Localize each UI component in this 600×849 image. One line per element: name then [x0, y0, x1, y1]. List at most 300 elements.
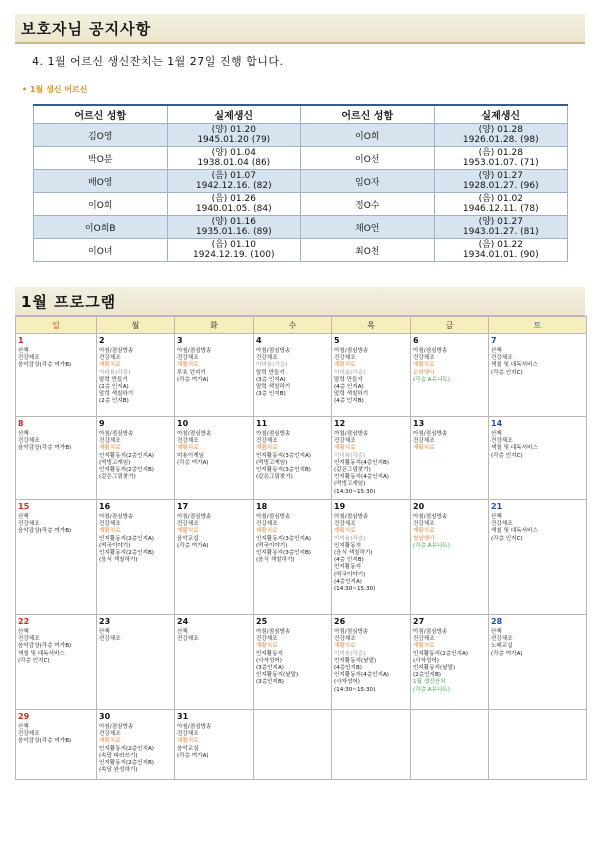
birthday-date-short: (양) 01.04 [211, 148, 256, 158]
col-header-birthday: 실제생신 [434, 105, 568, 124]
program-item: 건강체조 [413, 521, 435, 528]
program-item: 음악감상(각층 여가B) [18, 362, 72, 369]
day-number: 13 [413, 419, 425, 428]
program-item: (2층 인지B) [99, 398, 129, 405]
program-item: 건강체조 [18, 521, 40, 528]
program-item: 건강체조 [413, 636, 435, 643]
program-header [15, 287, 585, 317]
program-item: 아침/점심방송 [334, 514, 369, 520]
calendar-day-cell [489, 615, 587, 710]
day-number: 12 [334, 419, 346, 428]
birthday-date [434, 216, 568, 239]
program-item: 아침/점심방송 [334, 629, 369, 635]
program-calendar [15, 316, 587, 780]
birthday-date-full: 1942.12.16. (82) [195, 181, 272, 191]
program-item: 아침/점심방송 [413, 629, 448, 635]
birthday-date [434, 193, 568, 216]
program-item: 인지활동지(2층인지B) [99, 467, 154, 474]
program-item: (2층 인지A) [99, 384, 129, 391]
program-item: 산책 [18, 431, 29, 437]
day-number: 17 [177, 502, 189, 511]
program-item: 산책 [177, 629, 188, 635]
program-item: 인지활동지 [256, 650, 284, 657]
birthday-date-full: 1924.12.19. (100) [193, 250, 275, 260]
birthday-date-full: 1928.01.27. (96) [462, 181, 539, 191]
day-number: 5 [334, 336, 340, 345]
program-item: 산책 [491, 629, 502, 635]
birthday-date-short: (양) 01.27 [478, 217, 523, 227]
calendar-day-cell [332, 417, 411, 500]
birthday-date-short: (양) 01.27 [478, 171, 523, 181]
program-item: 산책 [491, 431, 502, 437]
program-item: 재활치료 [334, 528, 356, 535]
program-item: 미용이게임 [177, 452, 205, 459]
program-item: 아침/점심방송 [334, 348, 369, 354]
program-item: 인지활동지(4층인지A) [334, 672, 389, 679]
program-item: 산책 [99, 629, 110, 635]
program-item: 산책 [18, 629, 29, 635]
birthday-name: 임O자 [301, 170, 435, 193]
day-number: 26 [334, 617, 346, 626]
program-item: (각층 여가A) [177, 459, 209, 466]
birthday-row [34, 124, 568, 147]
day-number: 1 [18, 336, 24, 345]
birthday-date-short: (음) 01.10 [211, 240, 256, 250]
calendar-day-cell [16, 710, 97, 780]
birthday-name: 채O언 [301, 216, 435, 239]
program-item: (4층인지B) [334, 665, 362, 672]
program-item: 음악감상(각층 여가B) [18, 445, 72, 452]
program-item: (각층 여가A) [491, 650, 523, 657]
program-item: 건강체조 [413, 355, 435, 362]
weekday-fri: 금 [411, 317, 489, 334]
program-item: (사자성어) [256, 657, 282, 664]
program-item: 아침/점심방송 [256, 431, 291, 437]
program-item: 색칠 및 대독서비스 [491, 445, 538, 452]
program-item: 아침/점심방송 [413, 514, 448, 520]
day-number: 4 [256, 336, 262, 345]
birthday-name: 이O희 [34, 193, 168, 216]
program-item: (3층 인지B) [256, 391, 286, 398]
program-item: 인지활동지(낱말) [413, 665, 456, 672]
birthday-date [434, 170, 568, 193]
program-item: (각층 인지C) [491, 369, 523, 376]
program-item: (3층인지A) [256, 665, 284, 672]
program-item: (같은그림찾기) [256, 474, 293, 481]
program-item: 아침/점심방송 [99, 514, 134, 520]
program-item: 재활치료 [334, 643, 356, 650]
program-item: 건강체조 [334, 521, 356, 528]
birthday-date-full: 1953.01.07. (71) [462, 158, 539, 168]
program-item: 건강체조 [256, 355, 278, 362]
program-item: 말력 만들기 [99, 376, 128, 383]
day-number: 28 [491, 617, 503, 626]
birthday-name: 이O선 [301, 147, 435, 170]
day-number: 8 [18, 419, 24, 428]
program-item: 음악감상(각층 여가B) [18, 643, 72, 650]
calendar-day-cell [97, 334, 175, 417]
birthday-date-short: (음) 01.22 [478, 240, 523, 250]
program-item: 아침/점심방송 [256, 514, 291, 520]
program-item: (떡국이야기) [334, 571, 366, 578]
birthday-date-short: (양) 01.16 [211, 217, 256, 227]
program-item: 재활치료 [99, 528, 121, 535]
calendar-day-cell [175, 417, 254, 500]
day-number: 2 [99, 336, 105, 345]
program-item: 건강체조 [413, 438, 435, 445]
program-item: 산책 [18, 724, 29, 730]
program-item: 건강체조 [177, 438, 199, 445]
birthday-date-full: 1943.01.27. (81) [462, 227, 539, 237]
birthday-date [167, 147, 301, 170]
program-item: 인지활동지(2층인지A) [99, 745, 154, 752]
program-item: 건강체조 [334, 636, 356, 643]
program-item: 건강체조 [177, 731, 199, 738]
calendar-day-cell [489, 417, 587, 500]
program-item: 인지활동지(4층인지A) [334, 474, 389, 481]
birthday-name: 정O수 [301, 193, 435, 216]
weekday-sat: 토 [489, 317, 587, 334]
program-item: 건강체조 [99, 731, 121, 738]
birthday-date [434, 239, 568, 262]
program-item: 재활치료 [334, 445, 356, 452]
program-item: 인지활동지(3층인지A) [256, 535, 311, 542]
program-item: 인지활동지(3층인지B) [256, 467, 311, 474]
birthday-row [34, 216, 568, 239]
program-item: (각층 A유니트) [413, 376, 450, 383]
program-item: 재활치료 [413, 528, 435, 535]
program-item: 음악감상(각층 여가B) [18, 528, 72, 535]
program-item: 아침/점심방송 [177, 724, 212, 730]
day-number: 23 [99, 617, 111, 626]
birthday-date-full: 1935.01.16. (89) [195, 227, 272, 237]
program-item: 아침/점심방송 [177, 514, 212, 520]
program-item: 말력 색칠하기 [256, 384, 291, 391]
program-item: 문화행사 [413, 369, 435, 376]
program-item: 인지활동지(2층인지B) [99, 760, 154, 767]
program-item: 재활치료 [413, 362, 435, 369]
program-item: 아침/점심방송 [177, 348, 212, 354]
program-item: 재활치료 [177, 445, 199, 452]
day-number: 21 [491, 502, 503, 511]
calendar-day-cell [97, 500, 175, 615]
birthday-date-short: (음) 01.02 [478, 194, 523, 204]
program-item: (같은그림찾기) [334, 467, 371, 474]
day-number: 11 [256, 419, 268, 428]
program-item: 인지활동지(2층인지A) [413, 650, 468, 657]
program-item: 인지활동지(3층인지B) [256, 550, 311, 557]
program-item: 아침/점심방송 [256, 348, 291, 354]
birthday-date-short: (양) 01.28 [478, 125, 523, 135]
birthday-name: 박O분 [34, 147, 168, 170]
calendar-day-cell [489, 334, 587, 417]
program-item: (4층 인지B) [334, 398, 364, 405]
program-item: 아침/점심방송 [413, 348, 448, 354]
program-item: 건강체조 [18, 438, 40, 445]
program-item: 산책 [491, 348, 502, 354]
calendar-day-cell [97, 615, 175, 710]
calendar-day-cell [16, 417, 97, 500]
program-item: (3층인지B) [256, 679, 284, 686]
program-item: (14:30~15:30) [334, 586, 376, 593]
col-header-name: 어르신 성함 [301, 105, 435, 124]
day-number: 10 [177, 419, 189, 428]
program-item: (속담 따라쓰기) [99, 752, 138, 759]
birthday-date-short: (음) 01.28 [478, 148, 523, 158]
program-header-title: 1월 프로그램 [21, 293, 117, 311]
program-item: 건강체조 [99, 521, 121, 528]
program-item: (사자성어) [413, 657, 439, 664]
day-number: 20 [413, 502, 425, 511]
calendar-day-cell [97, 417, 175, 500]
calendar-day-cell [411, 710, 489, 780]
program-item: 인지활동지(낱말) [256, 672, 299, 679]
program-item: (음식 색칠하기) [256, 557, 295, 564]
program-item: 건강체조 [18, 355, 40, 362]
program-item: (떡국이야기) [256, 542, 288, 549]
program-item: 음악감상(각층 여가B) [18, 738, 72, 745]
program-item: 이미용(각층) [334, 535, 366, 542]
day-number: 15 [18, 502, 30, 511]
birthday-date-short: (음) 01.07 [211, 171, 256, 181]
col-header-name: 어르신 성함 [34, 105, 168, 124]
program-item: (음식 색칠하기) [334, 550, 373, 557]
program-item: 건강체조 [491, 355, 513, 362]
day-number: 7 [491, 336, 497, 345]
program-item: 건강체조 [334, 438, 356, 445]
program-item: 색칠 및 대독서비스 [491, 362, 538, 369]
program-item: 아침/점심방송 [99, 348, 134, 354]
calendar-day-cell [175, 500, 254, 615]
calendar-day-cell [16, 500, 97, 615]
program-item: 재활치료 [177, 528, 199, 535]
calendar-day-cell [254, 417, 332, 500]
program-item: 건강체조 [18, 636, 40, 643]
birthday-date [167, 124, 301, 147]
program-item: (속담 완성하기) [99, 767, 138, 774]
birthday-name: 이O녀 [34, 239, 168, 262]
program-item: 재활치료 [256, 445, 278, 452]
program-item: 아침/점심방송 [334, 431, 369, 437]
birthday-date-full: 1934.01.01. (90) [462, 250, 539, 260]
program-item: 노래교실 [491, 643, 513, 650]
program-item: 건강체조 [256, 521, 278, 528]
calendar-week [16, 710, 587, 780]
day-number: 30 [99, 712, 111, 721]
program-item: 건강체조 [177, 521, 199, 528]
program-item: (각층 여가A) [177, 542, 209, 549]
program-item: 음악교실 [177, 535, 199, 542]
birthday-table [33, 104, 568, 262]
calendar-day-cell [175, 615, 254, 710]
program-item: 건강체조 [18, 731, 40, 738]
calendar-day-cell [489, 500, 587, 615]
calendar-day-cell [254, 334, 332, 417]
birthday-date [434, 147, 568, 170]
calendar-week [16, 615, 587, 710]
program-item: 이미용(각층) [256, 362, 288, 369]
day-number: 16 [99, 502, 111, 511]
program-item: 아침/점심방송 [99, 724, 134, 730]
calendar-day-cell [16, 334, 97, 417]
program-item: 재활치료 [177, 738, 199, 745]
notice-header-title: 보호자님 공지사항 [21, 20, 152, 38]
calendar-day-cell [254, 500, 332, 615]
birthday-date-short: (양) 01.20 [211, 125, 256, 135]
program-item: 말력 만들기 [256, 369, 285, 376]
birthday-row [34, 239, 568, 262]
program-item: 음악교실 [177, 745, 199, 752]
program-item: (14:30~15:30) [334, 686, 376, 693]
program-item: 건강체조 [99, 355, 121, 362]
birthday-date-full: 1926.01.28. (98) [462, 135, 539, 145]
program-item: (떡빙고게임) [99, 459, 131, 466]
program-item: 건강체조 [491, 636, 513, 643]
weekday-thu: 목 [332, 317, 411, 334]
program-item: (각층 A유니트) [413, 542, 450, 549]
program-item: 재활치료 [256, 643, 278, 650]
program-item: 인지활동지(낱말) [334, 657, 377, 664]
birthday-date-full: 1945.01.20 (79) [197, 135, 271, 145]
calendar-day-cell [254, 615, 332, 710]
birthday-date [167, 170, 301, 193]
program-item: 인지활동지(4층인지B) [334, 459, 389, 466]
program-item: (음식 색칠하기) [99, 557, 138, 564]
birthday-subtitle: • 1월 생신 어르신 [22, 85, 88, 94]
calendar-day-cell [16, 615, 97, 710]
calendar-day-cell [411, 500, 489, 615]
program-item: (사자성어) [334, 679, 360, 686]
program-item: 인지활동지(2층인지B) [99, 550, 154, 557]
day-number: 6 [413, 336, 419, 345]
program-item: (떡빙고게임) [334, 481, 366, 488]
program-item: 재활치료 [413, 445, 435, 452]
program-item: 건강체조 [256, 438, 278, 445]
program-item: (2층인지B) [413, 672, 441, 679]
program-item: 건강체조 [177, 355, 199, 362]
day-number: 25 [256, 617, 268, 626]
program-item: 재활치료 [99, 738, 121, 745]
birthday-row [34, 193, 568, 216]
weekday-tue: 화 [175, 317, 254, 334]
program-item: 재활치료 [334, 362, 356, 369]
program-item: 투호 던지기 [177, 369, 206, 376]
program-item: 말력 색칠하기 [99, 391, 134, 398]
calendar-day-cell [411, 615, 489, 710]
program-item: (각층 인지C) [491, 535, 523, 542]
calendar-day-cell [332, 710, 411, 780]
calendar-week [16, 417, 587, 500]
program-item: 이미용(각층) [334, 650, 366, 657]
program-item: 건강체조 [334, 355, 356, 362]
day-number: 22 [18, 617, 30, 626]
program-item: (각층 A유니트) [413, 686, 450, 693]
weekday-sun: 일 [16, 317, 97, 334]
calendar-day-cell [411, 334, 489, 417]
program-item: 아침/점심방송 [256, 629, 291, 635]
program-item: (14:30~15:30) [334, 488, 376, 495]
day-number: 3 [177, 336, 183, 345]
birthday-date [167, 216, 301, 239]
day-number: 18 [256, 502, 268, 511]
program-item: 재활치료 [177, 362, 199, 369]
program-item: 재활치료 [413, 643, 435, 650]
program-item: (떡빙고게임) [256, 459, 288, 466]
program-item: 색칠 및 대독서비스 [491, 528, 538, 535]
day-number: 29 [18, 712, 30, 721]
program-item: (각층 인지C) [491, 452, 523, 459]
day-number: 9 [99, 419, 105, 428]
calendar-day-cell [175, 334, 254, 417]
birthday-row [34, 170, 568, 193]
program-item: 1월 생신잔치 [413, 679, 446, 686]
program-item: 말력 만들기 [334, 376, 363, 383]
program-item: (각층 인지C) [18, 657, 50, 664]
program-item: 이미용(각층) [334, 452, 366, 459]
program-item: 인지활동지 [334, 542, 362, 549]
program-item: 아침/점심방송 [99, 431, 134, 437]
program-item: 건강체조 [99, 636, 121, 643]
birthday-name: 김O영 [34, 124, 168, 147]
birthday-date-full: 1946.12.11. (78) [462, 204, 539, 214]
program-item: 재활치료 [256, 528, 278, 535]
program-item: 건강체조 [99, 438, 121, 445]
program-item: 색칠 및 대독서비스 [18, 650, 65, 657]
program-item: (4층인지A) [334, 578, 362, 585]
calendar-day-cell [489, 710, 587, 780]
calendar-day-cell [254, 710, 332, 780]
calendar-day-cell [175, 710, 254, 780]
program-item: (4층 인지A) [334, 384, 364, 391]
calendar-day-cell [332, 334, 411, 417]
calendar-week [16, 500, 587, 615]
program-item: (3층 인지A) [256, 376, 286, 383]
program-item: (같은그림찾기) [99, 474, 136, 481]
notice-header [15, 14, 585, 44]
calendar-day-cell [332, 615, 411, 710]
program-item: 건강체조 [491, 438, 513, 445]
program-item: 재활치료 [99, 362, 121, 369]
program-item: 아침/점심방송 [413, 431, 448, 437]
program-item: 재활치료 [99, 445, 121, 452]
day-number: 31 [177, 712, 189, 721]
calendar-day-cell [97, 710, 175, 780]
program-item: (각층 여가A) [177, 376, 209, 383]
birthday-date [167, 193, 301, 216]
birthday-notice: 4. 1월 어르신 생신잔치는 1월 27일 진행 합니다. [32, 55, 284, 68]
program-item: 건강체조 [177, 636, 199, 643]
calendar-day-cell [332, 500, 411, 615]
birthday-date [167, 239, 301, 262]
col-header-birthday: 실제생신 [167, 105, 301, 124]
weekday-wed: 수 [254, 317, 332, 334]
program-item: 이미용(각층) [334, 369, 366, 376]
program-item: (떡국이야기) [99, 542, 131, 549]
birthday-date [434, 124, 568, 147]
program-item: 이미용(각층) [99, 369, 131, 376]
program-item: 아침/점심방송 [177, 431, 212, 437]
birthday-date-full: 1940.01.05. (84) [195, 204, 272, 214]
program-item: 건강체조 [491, 521, 513, 528]
program-item: 인지활동지(2층인지A) [99, 452, 154, 459]
program-item: 인지활동지(3층인지A) [256, 452, 311, 459]
program-item: 인지활동지(2층인지A) [99, 535, 154, 542]
birthday-date-full: 1938.01.04 (86) [197, 158, 271, 168]
calendar-day-cell [411, 417, 489, 500]
birthday-name: 이O희 [301, 124, 435, 147]
birthday-name: 이O희B [34, 216, 168, 239]
birthday-name: 최O천 [301, 239, 435, 262]
